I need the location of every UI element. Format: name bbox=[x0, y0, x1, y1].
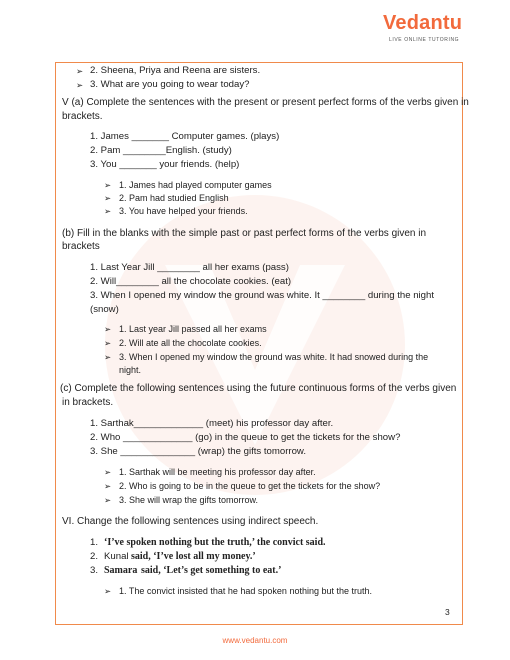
answer-line: 2. Pam had studied English bbox=[119, 193, 229, 203]
question-line: 2. Will________ all the chocolate cookies. (eat) bbox=[90, 276, 292, 287]
answer-line: night. bbox=[119, 365, 142, 375]
arrow-bullet-icon: ➢ bbox=[104, 193, 112, 203]
answer-line: 2. Who is going to be in the queue to get the tickets for the show? bbox=[119, 481, 381, 491]
section-heading: (c) Complete the following sentences using the future continuous forms of the verbs given bbox=[60, 383, 457, 394]
answer-line: 1. James had played computer games bbox=[119, 180, 272, 190]
logo-tagline: LIVE ONLINE TUTORING bbox=[389, 37, 460, 43]
question-name: Samara bbox=[104, 565, 138, 576]
section-heading: (b) Fill in the blanks with the simple past or past perfect forms of the verbs given in bbox=[62, 228, 427, 239]
arrow-bullet-icon: ➢ bbox=[104, 467, 112, 477]
answer-line: 3. She will wrap the gifts tomorrow. bbox=[119, 495, 259, 505]
question-line: 2. Who _____________ (go) in the queue to get the tickets for the show? bbox=[90, 432, 401, 443]
section-heading: brackets. bbox=[62, 111, 103, 122]
arrow-bullet-icon: ➢ bbox=[104, 206, 112, 216]
question-number: 3. bbox=[90, 565, 99, 576]
arrow-bullet-icon: ➢ bbox=[104, 338, 112, 348]
footer-link[interactable]: www.vedantu.com bbox=[222, 636, 288, 645]
answer-line: 2. Will ate all the chocolate cookies. bbox=[119, 338, 262, 348]
question-line: (snow) bbox=[90, 304, 119, 315]
question-line: ‘I’ve spoken nothing but the truth,’ the convict said. bbox=[104, 537, 326, 548]
arrow-bullet-icon: ➢ bbox=[76, 80, 84, 90]
question-line: 1. Last Year Jill ________ all her exams (pass) bbox=[90, 262, 289, 273]
vedantu-logo bbox=[383, 12, 483, 48]
question-line: said, ‘I’ve lost all my money.’ bbox=[131, 551, 256, 562]
question-line: 3. You _______ your friends. (help) bbox=[90, 159, 240, 170]
answer-line: 1. Last year Jill passed all her exams bbox=[119, 324, 267, 334]
answer-line: 3. What are you going to wear today? bbox=[90, 79, 250, 90]
arrow-bullet-icon: ➢ bbox=[104, 324, 112, 334]
arrow-bullet-icon: ➢ bbox=[104, 495, 112, 505]
arrow-bullet-icon: ➢ bbox=[104, 352, 112, 362]
section-heading: in brackets. bbox=[62, 397, 114, 408]
question-number: 2. bbox=[90, 551, 99, 562]
logo-wordmark: Vedantu bbox=[383, 12, 463, 34]
question-line: 1. James _______ Computer games. (plays) bbox=[90, 131, 280, 142]
question-line: 3. She ______________ (wrap) the gifts tomorrow. bbox=[90, 446, 306, 457]
section-heading: V (a) Complete the sentences with the present or present perfect forms of the verbs given in bbox=[62, 97, 469, 108]
question-name: Kunal bbox=[104, 551, 129, 562]
question-line: 3. When I opened my window the ground was white. It ________ during the night bbox=[90, 290, 434, 301]
arrow-bullet-icon: ➢ bbox=[104, 481, 112, 491]
question-number: 1. bbox=[90, 537, 99, 548]
question-line: 2. Pam ________English. (study) bbox=[90, 145, 232, 156]
section-heading: brackets bbox=[62, 241, 100, 252]
arrow-bullet-icon: ➢ bbox=[104, 586, 112, 596]
answer-line: 1. The convict insisted that he had spoken nothing but the truth. bbox=[119, 586, 373, 596]
arrow-bullet-icon: ➢ bbox=[76, 66, 84, 76]
question-line: said, ‘Let’s get something to eat.’ bbox=[141, 565, 282, 576]
answer-line: 3. You have helped your friends. bbox=[119, 206, 248, 216]
question-line: 1. Sarthak_____________ (meet) his professor day after. bbox=[90, 418, 334, 429]
page-number: 3 bbox=[445, 607, 450, 617]
answer-line: 2. Sheena, Priya and Reena are sisters. bbox=[90, 65, 261, 76]
arrow-bullet-icon: ➢ bbox=[104, 180, 112, 190]
answer-line: 1. Sarthak will be meeting his professor day after. bbox=[119, 467, 316, 477]
section-heading: VI. Change the following sentences using indirect speech. bbox=[62, 516, 319, 527]
answer-line: 3. When I opened my window the ground was white. It had snowed during the bbox=[119, 352, 429, 362]
